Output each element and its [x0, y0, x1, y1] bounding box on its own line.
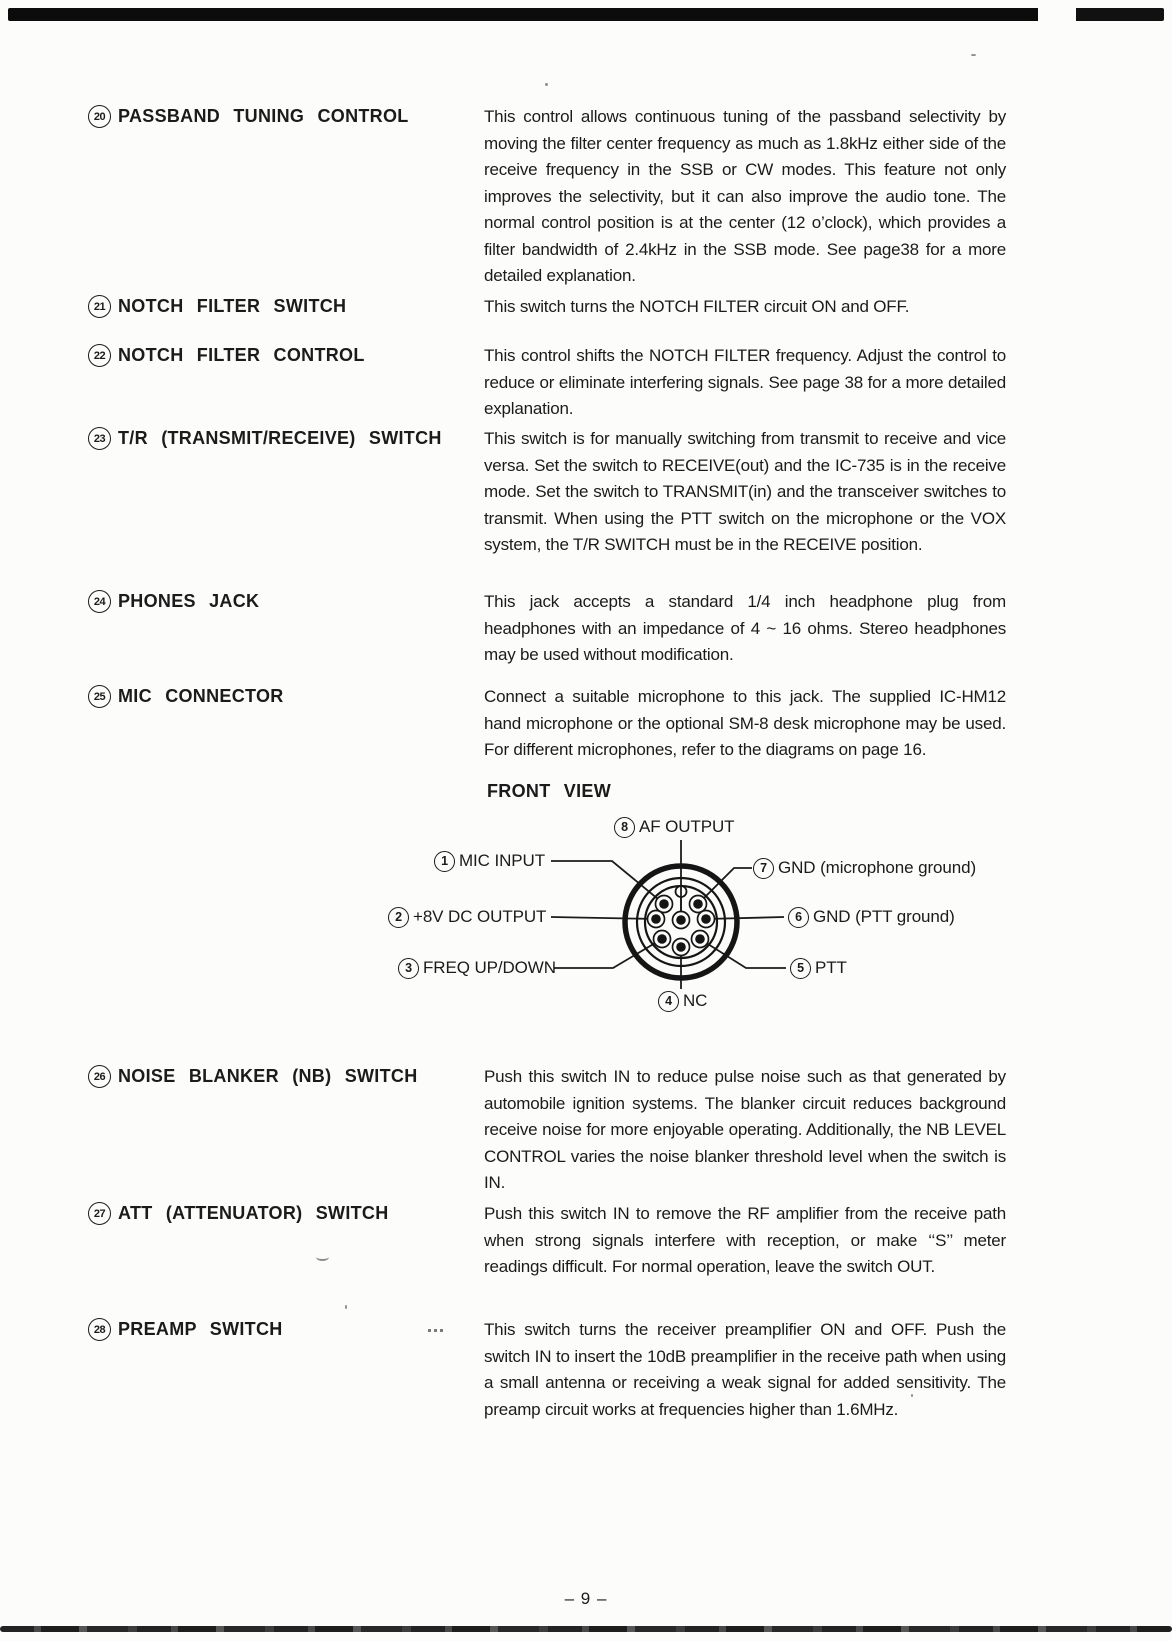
item-title: PHONES JACK	[118, 591, 260, 611]
pin-label-text: +8V DC OUTPUT	[413, 907, 547, 926]
pin-label-text: GND (PTT ground)	[813, 907, 955, 926]
item-heading	[88, 427, 442, 450]
item-description: This switch turns the receiver preamplifier ON and OFF. Push the switch IN to insert the 10dB preamplifier in the receive path when using a small antenna or receiving a weak signal for added sensitivity. The preamp circuit works at frequencies higher than 1.6MHz.	[484, 1320, 1006, 1419]
pin-6	[698, 911, 715, 928]
circled-number: 27	[88, 1202, 111, 1225]
item-heading	[88, 344, 365, 367]
item-heading	[88, 1065, 418, 1088]
item-description: Connect a suitable microphone to this jack. The supplied IC-HM12 hand microphone or the optional SM-8 desk microphone may be used. For different microphones, refer to the diagrams on page 16.	[484, 687, 1006, 759]
item-title: PASSBAND TUNING CONTROL	[118, 106, 409, 126]
item-description: Push this switch IN to reduce pulse noise such as that generated by automobile ignition systems. The blanker circuit reduces background receive noise for more enjoyable operating. Additionally, the NB LEVEL CONTROL varies the noise blanker threshold level when the switch is IN.	[484, 1067, 1006, 1192]
circled-number: 25	[88, 685, 111, 708]
pin-label-text: FREQ UP/DOWN	[423, 958, 556, 977]
circled-pin-number: 3	[398, 958, 419, 979]
circled-pin-number: 1	[434, 851, 455, 872]
item-title: NOTCH FILTER SWITCH	[118, 296, 347, 316]
item-description: Push this switch IN to remove the RF amplifier from the receive path when strong signals interfere with reception, or make ‘‘S’’ meter readings difficult. For normal operation, leave the switch OUT.	[484, 1204, 1006, 1276]
circled-pin-number: 8	[614, 817, 635, 838]
item-title: PREAMP SWITCH	[118, 1319, 283, 1339]
pin-4	[673, 939, 690, 956]
item-title: NOISE BLANKER (NB) SWITCH	[118, 1066, 418, 1086]
item-heading	[88, 1202, 389, 1225]
pin-3	[654, 931, 671, 948]
leader-pin1	[551, 861, 664, 904]
circled-number: 24	[88, 590, 111, 613]
item-description: This switch is for manually switching from transmit to receive and vice versa. Set the switch to RECEIVE(out) and the IC-735 is in the receive mode. Set the switch to TRANSMIT(in) and the transceiver switches to transmit. When using the PTT switch on the microphone or the VOX system, the T/R SWITCH must be in the RECEIVE position.	[484, 429, 1006, 554]
mic-connector-diagram	[540, 830, 800, 995]
item-heading	[88, 105, 409, 128]
pin-label-af-output	[614, 816, 734, 838]
pin-label-ptt	[790, 957, 847, 979]
item-title: NOTCH FILTER CONTROL	[118, 345, 365, 365]
circled-number: 21	[88, 295, 111, 318]
scan-dash-artifact	[428, 1329, 444, 1332]
scan-speck	[545, 83, 548, 86]
scan-speck	[345, 1305, 347, 1309]
item-title: ATT (ATTENUATOR) SWITCH	[118, 1203, 389, 1223]
page-number: – 9 –	[564, 1589, 608, 1608]
item-heading	[88, 685, 284, 708]
item-heading	[88, 295, 346, 318]
pin-label-text: GND (microphone ground)	[778, 858, 977, 877]
item-heading	[88, 1318, 283, 1341]
circled-number: 28	[88, 1318, 111, 1341]
item-heading	[88, 590, 259, 613]
circled-pin-number: 4	[658, 991, 679, 1012]
circled-pin-number: 7	[753, 858, 774, 879]
pin-label-text: MIC INPUT	[459, 851, 545, 870]
item-description: This jack accepts a standard 1/4 inch headphone plug from headphones with an impedance of 4 ~ 16 ohms. Stereo headphones may be used without modification.	[484, 592, 1006, 664]
pin-label-gnd-mic	[753, 857, 976, 879]
diagram-title: FRONT VIEW	[487, 781, 611, 801]
circled-number: 20	[88, 105, 111, 128]
pin-8-center	[673, 912, 690, 929]
circled-number: 26	[88, 1065, 111, 1088]
scan-speck	[971, 54, 976, 56]
item-description: This control shifts the NOTCH FILTER frequency. Adjust the control to reduce or eliminate interfering signals. See page 38 for a more detailed explanation.	[484, 346, 1006, 418]
pin-label-freq-up-down	[398, 957, 556, 979]
scan-bottom-edge-artifact	[0, 1626, 1172, 1632]
pin-label-mic-input	[434, 850, 545, 872]
circled-number: 23	[88, 427, 111, 450]
pin-5	[692, 931, 709, 948]
item-description: This switch turns the NOTCH FILTER circuit ON and OFF.	[484, 297, 910, 316]
circled-pin-number: 5	[790, 958, 811, 979]
circled-pin-number: 6	[788, 907, 809, 928]
pin-label-text: AF OUTPUT	[639, 817, 735, 836]
leader-pin2	[551, 917, 657, 919]
circled-number: 22	[88, 344, 111, 367]
scan-top-edge-artifact	[8, 8, 1164, 21]
pin-label-text: PTT	[815, 958, 847, 977]
item-title: T/R (TRANSMIT/RECEIVE) SWITCH	[118, 428, 442, 448]
scan-squiggle-artifact	[316, 1253, 329, 1261]
item-title: MIC CONNECTOR	[118, 686, 284, 706]
item-description: This control allows continuous tuning of the passband selectivity by moving the filter center frequency as much as 1.8kHz either side of the receive frequency in the SSB or CW modes. This feature not only improves the selectivity, but it can also improve the audio tone. The normal control position is at the center (12 o’clock), which provides a filter bandwidth of 2.4kHz in the SSB mode. See page38 for a more detailed explanation.	[484, 107, 1006, 285]
pin-label-8v-dc-output	[388, 906, 546, 928]
pin-label-gnd-ptt	[788, 906, 955, 928]
pin-2	[648, 911, 665, 928]
pin-label-text: NC	[683, 991, 708, 1010]
pin-label-nc	[658, 990, 707, 1012]
circled-pin-number: 2	[388, 907, 409, 928]
